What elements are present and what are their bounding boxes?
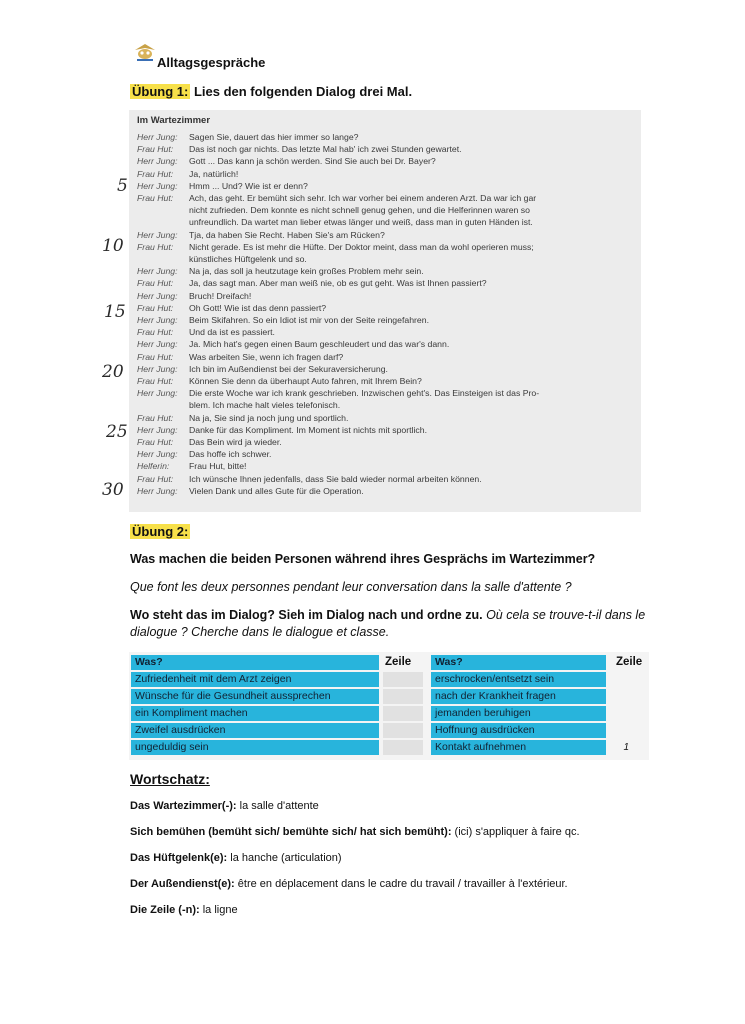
- vocab-term: Die Zeile (-n):: [130, 904, 200, 916]
- dialog-text: Ich wünsche Ihnen jedenfalls, dass Sie bald wieder normal arbeiten können.: [189, 473, 482, 484]
- dialog-speaker: Herr Jung:: [137, 424, 178, 435]
- vocab-item: [130, 800, 319, 812]
- dialog-text: Ja, natürlich!: [189, 168, 239, 179]
- exercise1-label: Übung 1:: [132, 84, 189, 99]
- task-instruction: [130, 607, 690, 641]
- task-french: Où cela se trouve-t-il dans le dialogue ? Cherche dans le dialogue et classe.: [130, 608, 646, 639]
- dialog-text: Hmm ... Und? Wie ist er denn?: [189, 180, 308, 191]
- dialog-speaker: Herr Jung:: [137, 266, 178, 277]
- dialog-text: Bruch! Dreifach!: [189, 290, 252, 301]
- vocab-title: Wortschatz:: [130, 771, 210, 787]
- vocab-definition: être en déplacement dans le cadre du travail / travailler à l'extérieur.: [237, 878, 568, 890]
- dialog-speaker: Herr Jung:: [137, 180, 178, 191]
- vocab-item: [130, 904, 238, 916]
- dialog-text: Tja, da haben Sie Recht. Haben Sie's am Rücken?: [189, 229, 385, 240]
- col-header-was-left: Was?: [131, 655, 379, 670]
- dialog-speaker: Herr Jung:: [137, 132, 178, 142]
- vocab-term: Das Hüftgelenk(e):: [130, 852, 228, 864]
- dialog-speaker: Herr Jung:: [137, 449, 178, 460]
- table-cell-zeile-left[interactable]: [383, 672, 423, 687]
- exercise2-label: [130, 524, 190, 539]
- dialog-text: Die erste Woche war ich krank geschrieben. Inzwischen geht's. Das Einsteigen ist das Pro-: [189, 388, 540, 399]
- vocab-definition: la hanche (articulation): [230, 852, 342, 864]
- table-cell-was-left: ungeduldig sein: [131, 740, 379, 755]
- dialog-speaker: Herr Jung:: [137, 339, 178, 350]
- vocab-term: Das Wartezimmer(-):: [130, 800, 237, 812]
- dialog-title: Im Wartezimmer: [137, 115, 211, 126]
- col-header-zeile-left: Zeile: [385, 656, 412, 668]
- table-cell-was-left: Zufriedenheit mit dem Arzt zeigen: [131, 672, 379, 687]
- vocab-definition: la salle d'attente: [239, 800, 319, 812]
- dialog-text: Danke für das Kompliment. Im Moment ist nichts mit sportlich.: [189, 424, 428, 435]
- dialog-speaker: Helferin:: [137, 461, 170, 472]
- dialog-text: Sagen Sie, dauert das hier immer so lange?: [189, 132, 359, 142]
- dialog-speaker: Frau Hut:: [137, 412, 174, 423]
- dialog-text: Beim Skifahren. So ein Idiot ist mir von der Seite reingefahren.: [189, 315, 429, 325]
- dialog-speaker: Herr Jung:: [137, 156, 178, 167]
- line-number-15: 15: [104, 302, 126, 322]
- dialog-text: Und da ist es passiert.: [189, 327, 275, 338]
- dialog-box: [129, 110, 641, 512]
- dialog-speaker: Frau Hut:: [137, 327, 174, 338]
- dialog-text: unfreundlich. Da wartet man lieber etwas länger und weiß, dass man in guten Händen ist.: [189, 217, 533, 228]
- dialog-speaker: Herr Jung:: [137, 485, 178, 496]
- vocab-term: Der Außendienst(e):: [130, 878, 235, 890]
- dialog-text: Na ja, das soll ja heutzutage kein großes Problem mehr sein.: [189, 266, 424, 277]
- dialog-text: Das Bein wird ja wieder.: [189, 437, 282, 447]
- dialog-speaker: Herr Jung:: [137, 315, 178, 325]
- exercise1-instruction: Lies den folgenden Dialog drei Mal.: [193, 84, 413, 99]
- dialog-text: Vielen Dank und alles Gute für die Operation.: [189, 485, 364, 496]
- dialog-text: Was arbeiten Sie, wenn ich fragen darf?: [189, 351, 344, 362]
- col-header-was-right: Was?: [431, 655, 606, 670]
- dialog-text: nicht zufrieden. Dem konnte es nicht schnell genug gehen, und die Helferinnen waren so: [189, 205, 530, 216]
- dialog-text: Ach, das geht. Er bemüht sich sehr. Ich war vorher bei einem anderen Arzt. Da war ich gar: [189, 193, 537, 203]
- dialog-text: Können Sie denn da überhaupt Auto fahren, mit Ihrem Bein?: [189, 376, 422, 386]
- matching-table: [129, 652, 649, 760]
- task-german: Wo steht das im Dialog? Sieh im Dialog nach und ordne zu.: [130, 608, 483, 622]
- question-french: Que font les deux personnes pendant leur conversation dans la salle d'attente ?: [130, 580, 572, 594]
- table-cell-was-right: nach der Krankheit fragen: [431, 689, 606, 704]
- question-german: Was machen die beiden Personen während ihres Gesprächs im Wartezimmer?: [130, 552, 596, 566]
- vocab-item: [130, 852, 342, 864]
- dialog-speaker: Frau Hut:: [137, 144, 174, 155]
- dialog-text: Na ja, Sie sind ja noch jung und sportlich.: [189, 412, 349, 423]
- table-cell-zeile-right[interactable]: [609, 689, 647, 704]
- dialog-text: Ja. Mich hat's gegen einen Baum geschleudert und das war's dann.: [189, 339, 450, 350]
- dialog-text: Gott ... Das kann ja schön werden. Sind Sie auch bei Dr. Bayer?: [189, 156, 436, 167]
- line-number-20: 20: [102, 362, 124, 382]
- dialog-speaker: Frau Hut:: [137, 241, 174, 252]
- line-number-10: 10: [102, 236, 124, 256]
- table-cell-zeile-right[interactable]: [609, 672, 647, 687]
- vocab-term: Sich bemühen (bemüht sich/ bemühte sich/ hat sich bemüht):: [130, 826, 452, 838]
- owl-logo-icon: [132, 41, 158, 63]
- table-cell-zeile-left[interactable]: [383, 723, 423, 738]
- vocab-definition: la ligne: [202, 904, 238, 916]
- vocab-definition: (ici) s'appliquer à faire qc.: [454, 826, 580, 838]
- vocab-item: [130, 878, 568, 890]
- col-header-zeile-right: Zeile: [616, 656, 643, 668]
- dialog-speaker: Herr Jung:: [137, 388, 178, 399]
- dialog-text: künstliches Hüftgelenk und so.: [189, 254, 307, 264]
- table-cell-zeile-left[interactable]: [383, 706, 423, 721]
- dialog-speaker: Herr Jung:: [137, 229, 178, 240]
- page-title: Alltagsgespräche: [157, 55, 266, 70]
- table-cell-was-right: erschrocken/entsetzt sein: [431, 672, 606, 687]
- table-cell-zeile-right[interactable]: 1: [609, 740, 647, 755]
- dialog-speaker: Frau Hut:: [137, 376, 174, 386]
- dialog-speaker: Frau Hut:: [137, 437, 174, 447]
- line-number-5: 5: [117, 176, 128, 196]
- table-cell-zeile-right[interactable]: [609, 706, 647, 721]
- table-cell-zeile-left[interactable]: [383, 689, 423, 704]
- dialog-text: Frau Hut, bitte!: [189, 461, 247, 472]
- dialog-text: Oh Gott! Wie ist das denn passiert?: [189, 302, 327, 313]
- vocab-item: [130, 826, 580, 838]
- dialog-text: Nicht gerade. Es ist mehr die Hüfte. Der Doktor meint, dass man da wohl operieren muss;: [189, 241, 534, 252]
- dialog-text: Ja, das sagt man. Aber man weiß nie, ob es gut geht. Was ist Ihnen passiert?: [189, 278, 487, 289]
- dialog-speaker: Frau Hut:: [137, 473, 174, 484]
- table-cell-was-right: Hoffnung ausdrücken: [431, 723, 606, 738]
- dialog-speaker: Herr Jung:: [137, 290, 178, 301]
- dialog-speaker: Frau Hut:: [137, 193, 174, 203]
- exercise2-label-text: Übung 2:: [132, 524, 189, 539]
- dialog-text: Das ist noch gar nichts. Das letzte Mal hab' ich zwei Stunden gewartet.: [189, 144, 462, 155]
- dialog-text: Ich bin im Außendienst bei der Sekuraversicherung.: [189, 363, 388, 374]
- dialog-speaker: Frau Hut:: [137, 168, 174, 179]
- table-cell-was-left: Wünsche für die Gesundheit aussprechen: [131, 689, 379, 704]
- dialog-text: Das hoffe ich schwer.: [189, 449, 272, 460]
- table-cell-was-left: Zweifel ausdrücken: [131, 723, 379, 738]
- line-number-25: 25: [106, 422, 128, 442]
- dialog-speaker: Frau Hut:: [137, 302, 174, 313]
- line-number-30: 30: [102, 480, 124, 500]
- exercise1-heading: [130, 84, 412, 99]
- table-cell-zeile-right[interactable]: [609, 723, 647, 738]
- dialog-speaker: Herr Jung:: [137, 363, 178, 374]
- table-cell-was-left: ein Kompliment machen: [131, 706, 379, 721]
- table-cell-was-right: Kontakt aufnehmen: [431, 740, 606, 755]
- table-cell-zeile-left[interactable]: [383, 740, 423, 755]
- dialog-speaker: Frau Hut:: [137, 278, 174, 289]
- dialog-speaker: Frau Hut:: [137, 351, 174, 362]
- dialog-text: blem. Ich mache halt vieles telefonisch.: [189, 400, 341, 411]
- table-cell-was-right: jemanden beruhigen: [431, 706, 606, 721]
